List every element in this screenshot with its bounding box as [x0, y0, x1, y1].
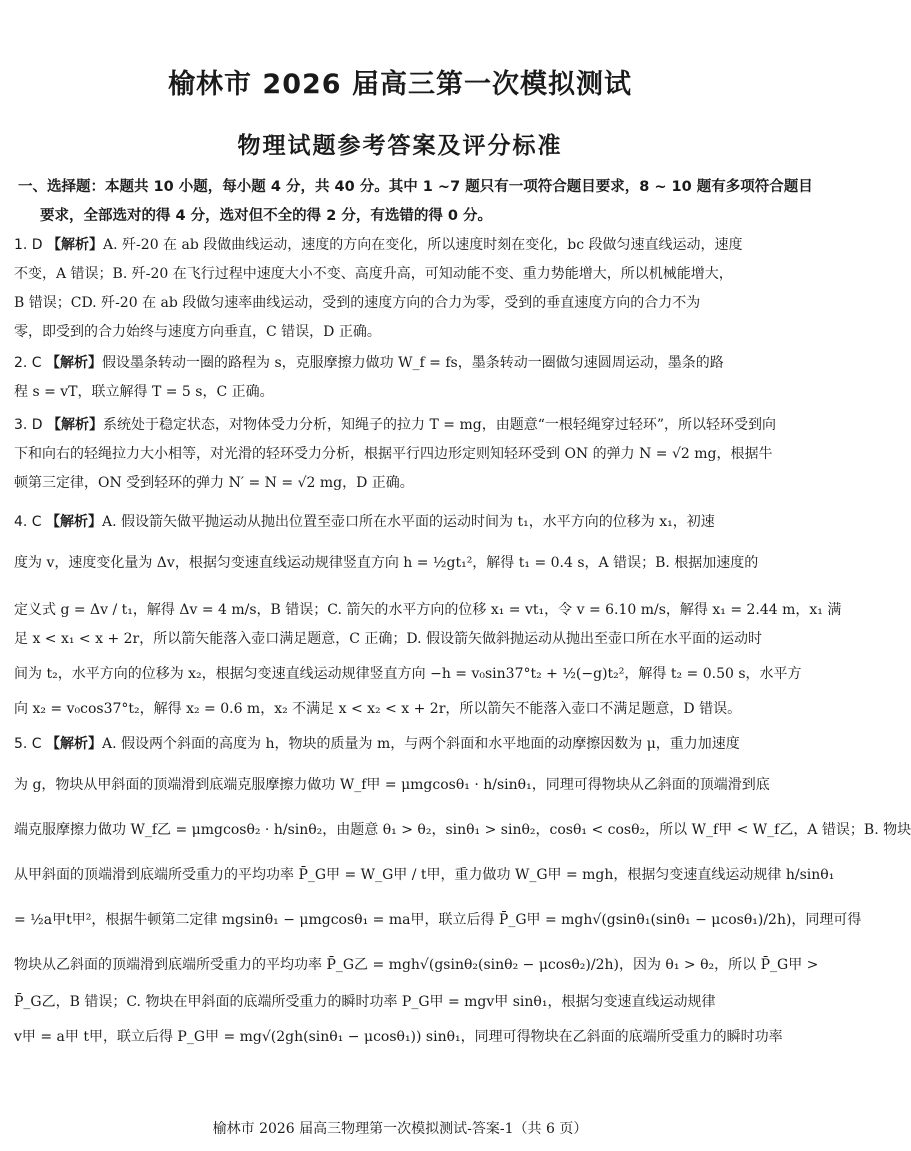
analysis-tag: 【解析】: [46, 514, 103, 530]
question-line: 足 x < x₁ < x + 2r，所以箭矢能落入壶口满足题意，C 正确；D. 假设箭矢做斜抛运动从抛出至壶口所在水平面的运动时: [14, 631, 763, 647]
question-line: v甲 = a甲 t甲，联立后得 P_G甲 = mg√(2gh(sinθ₁ − μcosθ₁)) sinθ₁，同理可得物块在乙斜面的底端所受重力的瞬时功率: [14, 1029, 783, 1045]
question-number: 1. D: [14, 237, 43, 253]
question-5: [14, 730, 911, 1052]
question-line: 间为 t₂，水平方向的位移为 x₂，根据匀变速直线运动规律竖直方向 −h = v₀sin37°t₂ + ½(−g)t₂²，解得 t₂ = 0.50 s，水平方: [14, 666, 802, 682]
analysis-tag: 【解析】: [47, 237, 104, 253]
section-line: 要求，全部选对的得 4 分，选对但不全的得 2 分，有选错的得 0 分。: [40, 208, 493, 224]
question-line: 度为 v，速度变化量为 Δv，根据匀变速直线运动规律竖直方向 h = ½gt₁²，解得 t₁ = 0.4 s，A 错误；B. 根据加速度的: [14, 555, 759, 571]
question-1: [14, 231, 786, 347]
question-line: A. 歼-20 在 ab 段做曲线运动，速度的方向在变化，所以速度时刻在变化，bc 段做匀速直线运动，速度: [103, 237, 743, 253]
analysis-tag: 【解析】: [46, 355, 103, 371]
question-line: 物块从乙斜面的顶端滑到底端所受重力的平均功率 P̄_G乙 = mgh√(gsinθ₂(sinθ₂ − μcosθ₂)/2h)，因为 θ₁ > θ₂，所以 P̄_G甲 >: [14, 957, 819, 973]
page-footer: 榆林市 2026 届高三物理第一次模拟测试-答案-1（共 6 页）: [212, 1121, 588, 1137]
question-line: 零，即受到的合力始终与速度方向垂直，C 错误，D 正确。: [14, 324, 381, 340]
question-line: 为 g，物块从甲斜面的顶端滑到底端克服摩擦力做功 W_f甲 = μmgcosθ₁ · h/sinθ₁，同理可得物块从乙斜面的顶端滑到底: [14, 777, 770, 793]
question-line: 系统处于稳定状态，对物体受力分析，知绳子的拉力 T = mg，由题意“一根轻绳穿过轻环”，所以轻环受到向: [103, 417, 777, 433]
question-line: 不变，A 错误；B. 歼-20 在飞行过程中速度大小不变、高度升高，可知动能不变、重力势能增大，所以机械能增大，: [14, 266, 733, 282]
question-number: 5. C: [14, 736, 42, 752]
question-4: [14, 508, 842, 724]
question-line: B 错误；CD. 歼-20 在 ab 段做匀速率曲线运动，受到的速度方向的合力为零，受到的垂直速度方向的合力不为: [14, 295, 701, 311]
question-line: 从甲斜面的顶端滑到底端所受重力的平均功率 P̄_G甲 = W_G甲 / t甲，重力做功 W_G甲 = mgh，根据匀变速直线运动规律 h/sinθ₁: [14, 867, 835, 883]
question-3: [14, 411, 786, 498]
question-line: 端克服摩擦力做功 W_f乙 = μmgcosθ₂ · h/sinθ₂，由题意 θ₁ > θ₂，sinθ₁ > sinθ₂，cosθ₁ < cosθ₂，所以 W_f甲 < W_f乙，A 错误；B. 物块: [14, 822, 911, 838]
question-line: = ½a甲t甲²，根据牛顿第二定律 mgsinθ₁ − μmgcosθ₁ = ma甲，联立后得 P̄_G甲 = mgh√(gsinθ₁(sinθ₁ − μcosθ₁)/2h)，同理可得: [14, 912, 862, 928]
question-line: 定义式 g = Δv / t₁，解得 Δv = 4 m/s，B 错误；C. 箭矢的水平方向的位移 x₁ = vt₁，令 v = 6.10 m/s，解得 x₁ = 2.44 m，x₁ 满: [14, 602, 842, 618]
page-subtitle: 物理试题参考答案及评分标准: [237, 133, 563, 159]
question-line: A. 假设箭矢做平抛运动从抛出位置至壶口所在水平面的运动时间为 t₁，水平方向的位移为 x₁，初速: [102, 514, 715, 530]
question-number: 3. D: [14, 417, 43, 433]
section-line: 一、选择题：本题共 10 小题，每小题 4 分，共 40 分。其中 1 ~7 题只有一项符合题目要求，8 ~ 10 题有多项符合题目: [18, 179, 813, 195]
analysis-tag: 【解析】: [46, 736, 103, 752]
question-line: 向 x₂ = v₀cos37°t₂，解得 x₂ = 0.6 m，x₂ 不满足 x < x₂ < x + 2r，所以箭矢不能落入壶口不满足题意，D 错误。: [14, 701, 742, 717]
question-line: 程 s = vT，联立解得 T = 5 s，C 正确。: [14, 384, 274, 400]
question-line: A. 假设两个斜面的高度为 h，物块的质量为 m，与两个斜面和水平地面的动摩擦因数为 μ，重力加速度: [102, 736, 740, 752]
page-title: 榆林市 2026 届高三第一次模拟测试: [168, 69, 632, 100]
question-number: 2. C: [14, 355, 42, 371]
question-line: 假设墨条转动一圈的路程为 s，克服摩擦力做功 W_f = fs，墨条转动一圈做匀速圆周运动，墨条的路: [102, 355, 724, 371]
question-number: 4. C: [14, 514, 42, 530]
section-heading: [18, 173, 813, 231]
question-line: P̄_G乙，B 错误；C. 物块在甲斜面的底端所受重力的瞬时功率 P_G甲 = mgv甲 sinθ₁，根据匀变速直线运动规律: [14, 994, 716, 1010]
analysis-tag: 【解析】: [47, 417, 104, 433]
question-2: [14, 349, 786, 407]
question-line: 下和向右的轻绳拉力大小相等，对光滑的轻环受力分析，根据平行四边形定则知轻环受到 ON 的弹力 N = √2 mg，根据牛: [14, 446, 773, 462]
question-line: 顿第三定律，ON 受到轻环的弹力 N′ = N = √2 mg，D 正确。: [14, 475, 414, 491]
